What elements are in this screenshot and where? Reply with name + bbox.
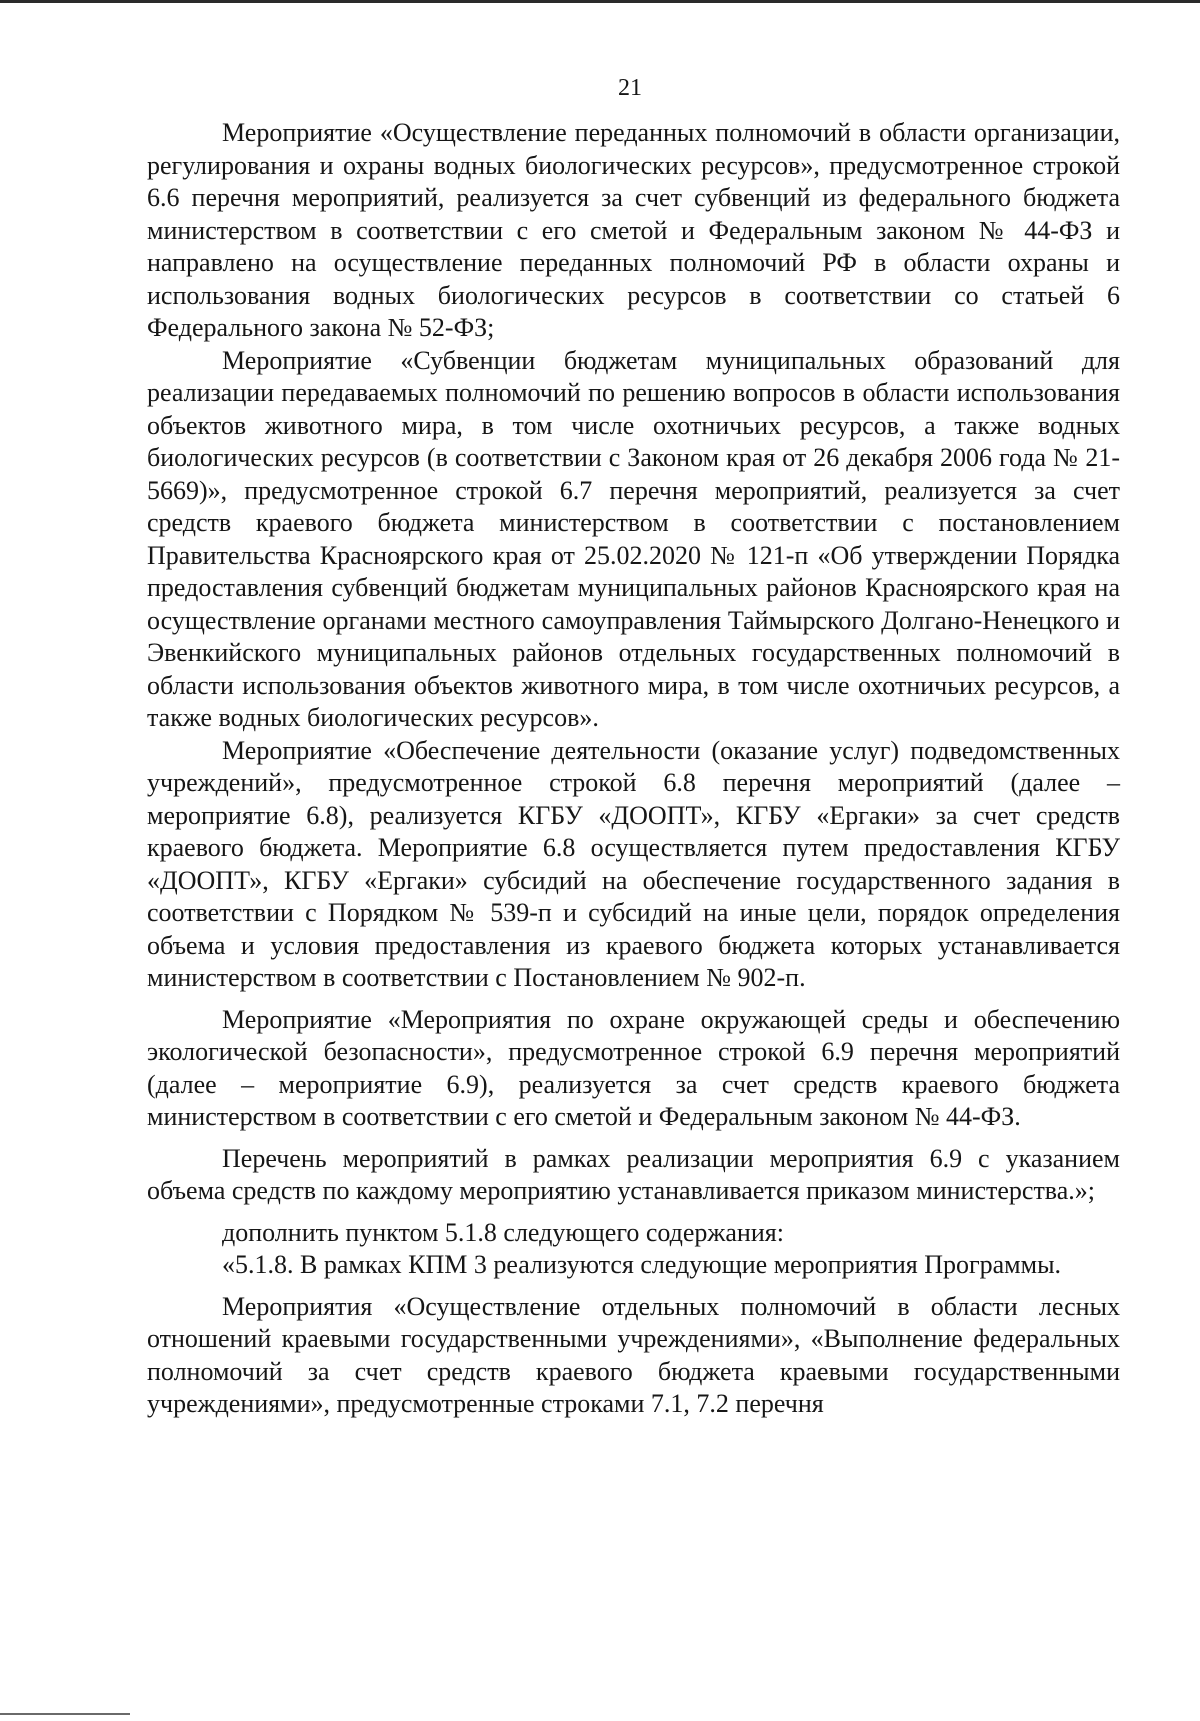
paragraph-5-1-8: «5.1.8. В рамках КПМ 3 реализуются следующие мероприятия Программы. <box>222 1250 1062 1279</box>
paragraph-measure-list: Перечень мероприятий в рамках реализации мероприятия 6.9 с указанием объема средств по каждому мероприятию устанавливается приказом министерства.»; <box>147 1143 1120 1205</box>
document-body <box>147 117 1120 1421</box>
paragraph-measure-6-9: Мероприятие «Мероприятия по охране окружающей среды и обеспечению экологической безопасности», предусмотренное строкой 6.9 перечня мероприятий (далее – мероприятие 6.9), реализуется за счет средств краевого бюджета министерством в соответствии с его сметой и Федеральным законом № 44-ФЗ. <box>147 1004 1120 1131</box>
paragraph-measure-6-6: Мероприятие «Осуществление переданных полномочий в области организации, регулирования и охраны водных биологических ресурсов», предусмотренное строкой 6.6 перечня мероприятий, реализуется за счет субвенций из федерального бюджета министерством в соответствии с его сметой и Федеральным законом № 44-ФЗ и направлено на осуществление переданных полномочий РФ в области охраны и использования водных биологических ресурсов в соответствии со статьей 6 Федерального закона № 52-ФЗ; <box>147 118 1120 342</box>
paragraph-measures-7-1-7-2: Мероприятия «Осуществление отдельных полномочий в области лесных отношений краевыми государственными учреждениями», «Выполнение федеральных полномочий за счет средств краевого бюджета краевыми государственными учреждениями», предусмотренные строками 7.1, 7.2 перечня <box>147 1291 1120 1418</box>
paragraph-measure-6-8: Мероприятие «Обеспечение деятельности (оказание услуг) подведомственных учреждений», предусмотренное строкой 6.8 перечня мероприятий (далее – мероприятие 6.8), реализуется КГБУ «ДООПТ», КГБУ «Ергаки» за счет средств краевого бюджета. Мероприятие 6.8 осуществляется путем предоставления КГБУ «ДООПТ», КГБУ «Ергаки» субсидий на обеспечение государственного задания в соответствии с Порядком № 539-п и субсидий на иные цели, порядок определения объема и условия предоставления из краевого бюджета которых устанавливается министерством в соответствии с Постановлением № 902-п. <box>147 735 1120 992</box>
scan-border-top <box>0 0 1200 3</box>
page-number: 21 <box>618 75 642 101</box>
scan-mark-bottom <box>0 1713 130 1715</box>
paragraph-amendment: дополнить пунктом 5.1.8 следующего содержания: <box>222 1217 784 1247</box>
paragraph-measure-6-7: Мероприятие «Субвенции бюджетам муниципальных образований для реализации передаваемых полномочий по решению вопросов в области использования объектов животного мира, в том числе охотничьих ресурсов, а также водных биологических ресурсов (в соответствии с Законом края от 26 декабря 2006 года № 21-5669)», предусмотренное строкой 6.7 перечня мероприятий, реализуется за счет средств краевого бюджета министерством в соответствии с постановлением Правительства Красноярского края от 25.02.2020 № 121-п «Об утверждении Порядка предоставления субвенций бюджетам муниципальных районов Красноярского края на осуществление органами местного самоуправления Таймырского Долгано-Ненецкого и Эвенкийского муниципальных районов отдельных государственных полномочий в области использования объектов животного мира, в том числе охотничьих ресурсов, а также водных биологических ресурсов». <box>147 345 1120 732</box>
